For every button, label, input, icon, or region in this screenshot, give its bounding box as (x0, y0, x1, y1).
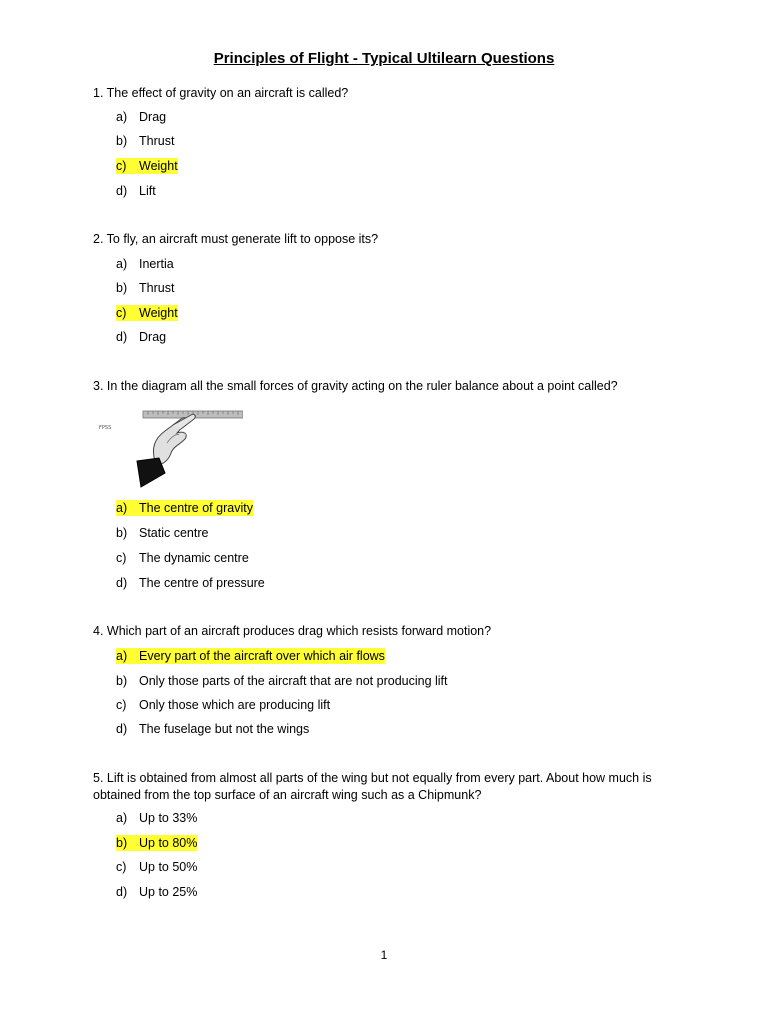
option-letter: c) (116, 860, 127, 874)
question-2-option-b (116, 280, 174, 296)
option-text: Up to 33% (139, 811, 198, 825)
option-letter: d) (116, 184, 128, 198)
option-letter: c) (116, 698, 127, 712)
question-2-option-d (116, 329, 166, 345)
question-4-option-c (116, 697, 330, 713)
question-5: 5. Lift is obtained from almost all parts of the wing but not equally from every part. About how much is obtained from the top surface of an aircraft wing such as a Chipmunk? (93, 771, 652, 802)
option-text-highlighted: Every part of the aircraft over which air flows (139, 649, 385, 663)
option-letter: a) (116, 500, 139, 516)
option-text: Static centre (139, 526, 209, 540)
question-5-option-a (116, 810, 197, 826)
option-text: Thrust (139, 281, 175, 295)
option-text: Only those parts of the aircraft that are not producing lift (139, 674, 448, 688)
option-text: Inertia (139, 257, 174, 271)
question-3: 3. In the diagram all the small forces of gravity acting on the ruler balance about a point called? (93, 379, 618, 393)
option-letter: b) (116, 281, 128, 295)
document-title: Principles of Flight - Typical Ultilearn Questions (213, 50, 555, 67)
option-letter: a) (116, 110, 128, 124)
question-5-option-c (116, 859, 197, 875)
question-2-option-c (116, 305, 178, 321)
hand-balancing-ruler-icon (93, 403, 243, 493)
option-text-highlighted: The centre of gravity (139, 501, 253, 515)
question-1-option-a (116, 109, 166, 125)
page-number: 1 (380, 948, 388, 962)
option-letter: a) (116, 648, 139, 664)
question-4-option-a (116, 648, 385, 664)
question-2-option-a (116, 256, 174, 272)
option-text-highlighted: Weight (139, 306, 178, 320)
option-letter: d) (116, 885, 128, 899)
option-letter: a) (116, 811, 128, 825)
option-letter: d) (116, 722, 128, 736)
option-letter: a) (116, 257, 128, 271)
question-3-option-a (116, 500, 253, 516)
option-text: Only those which are producing lift (139, 698, 331, 712)
option-letter: c) (116, 158, 139, 174)
question-5-option-b (116, 835, 197, 851)
option-text: The fuselage but not the wings (139, 722, 310, 736)
figure-caption: FPSS (99, 425, 112, 431)
option-text: The centre of pressure (139, 576, 265, 590)
question-3-option-c (116, 550, 249, 566)
option-letter: c) (116, 551, 127, 565)
question-1-option-b (116, 133, 174, 149)
option-text-highlighted: Up to 80% (139, 836, 198, 850)
option-text: Up to 25% (139, 885, 198, 899)
option-text: Drag (139, 330, 167, 344)
option-letter: b) (116, 835, 139, 851)
option-text-highlighted: Weight (139, 159, 178, 173)
option-letter: d) (116, 330, 128, 344)
question-1: 1. The effect of gravity on an aircraft is called? (93, 86, 349, 100)
question-4-option-d (116, 721, 309, 737)
question-4-option-b (116, 673, 448, 689)
question-5-option-d (116, 884, 197, 900)
question-1-option-d (116, 183, 156, 199)
option-letter: b) (116, 526, 128, 540)
option-letter: c) (116, 305, 139, 321)
ruler-balance-figure (93, 403, 243, 493)
option-text: Lift (139, 184, 156, 198)
option-text: Drag (139, 110, 167, 124)
option-text: Thrust (139, 134, 175, 148)
option-letter: d) (116, 576, 128, 590)
option-text: Up to 50% (139, 860, 198, 874)
question-3-option-b (116, 525, 208, 541)
option-letter: b) (116, 674, 128, 688)
question-4: 4. Which part of an aircraft produces drag which resists forward motion? (93, 624, 492, 638)
option-text: The dynamic centre (139, 551, 249, 565)
option-letter: b) (116, 134, 128, 148)
question-2: 2. To fly, an aircraft must generate lift to oppose its? (93, 232, 379, 246)
question-3-option-d (116, 575, 265, 591)
question-1-option-c (116, 158, 178, 174)
